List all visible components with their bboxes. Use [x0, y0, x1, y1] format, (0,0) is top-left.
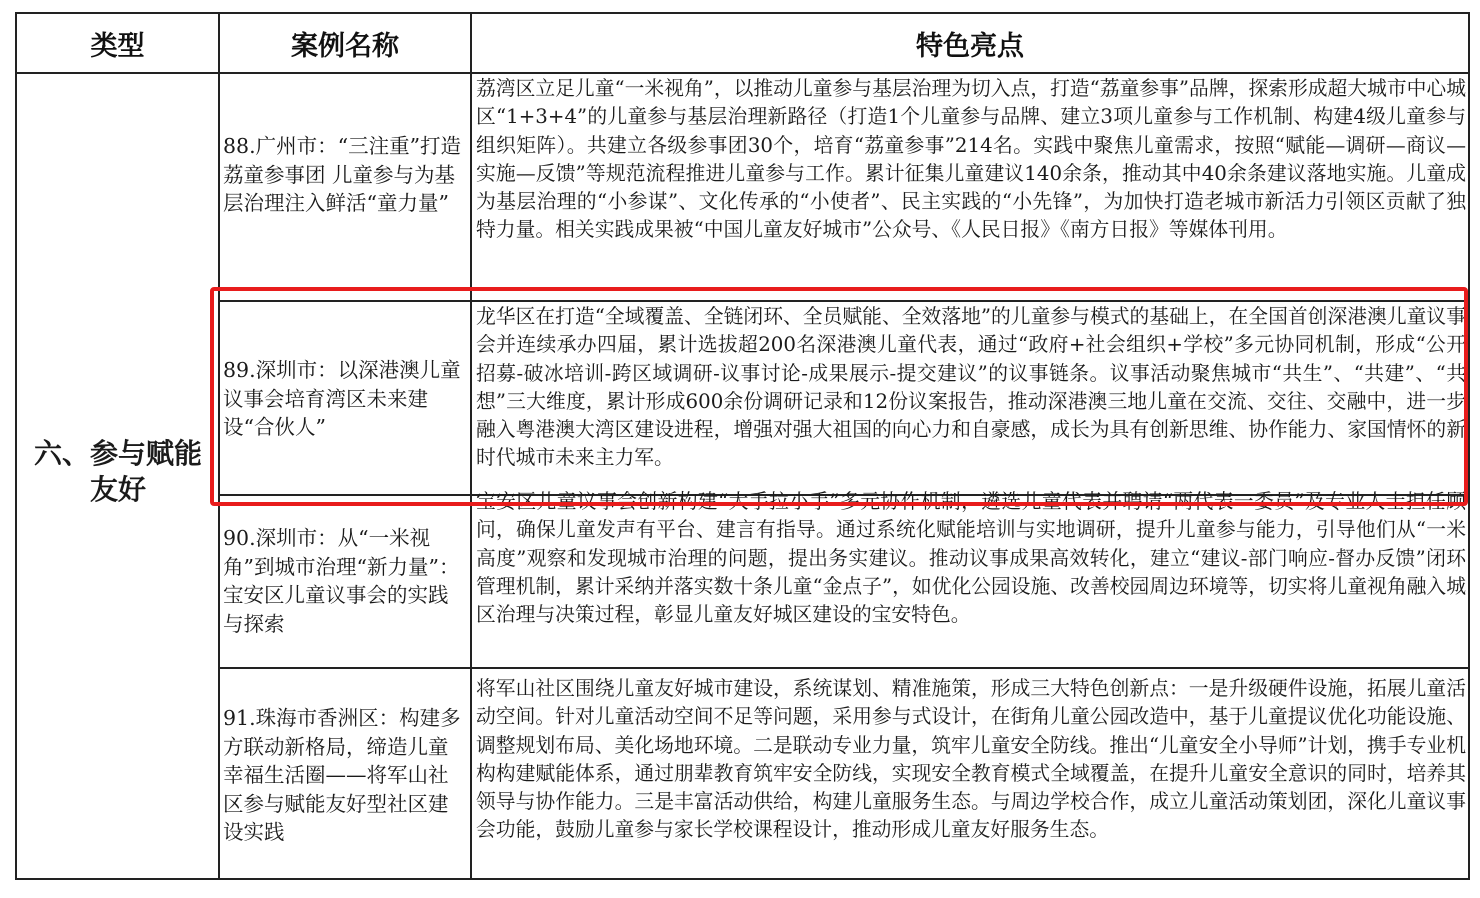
case-description-91: 将军山社区围绕儿童友好城市建设，系统谋划、精准施策，形成三大特色创新点：一是升级硬件设施，拓展儿童活动空间。针对儿童活动空间不足等问题，采用参与式设计，在街角儿童公园改造中，基于儿童提议优化功能设施、调整规划布局、美化场地环境。二是联动专业力量，筑牢儿童安全防线。推出“儿童安全小导师”计划，携手专业机构构建赋能体系，通过朋辈教育筑牢安全防线，实现安全教育模式全域覆盖，在提升儿童安全意识的同时，培养其领导与协作能力。三是丰富活动供给，构建儿童服务生态。与周边学校合作，成立儿童活动策划团，深化儿童议事会功能，鼓励儿童参与家长学校课程设计，推动形成儿童友好服务生态。 [476, 677, 1466, 842]
category-cell [18, 436, 218, 508]
table-header-divider [15, 72, 1470, 74]
case-description-90: 宝安区儿童议事会创新构建“大手拉小手”多元协作机制，遴选儿童代表并聘请“两代表一委员”及专业人士担任顾问，确保儿童发声有平台、建言有指导。通过系统化赋能培训与实地调研，提升儿童参与能力，引导他们从“一米高度”观察和发现城市治理的问题，提出务实建议。推动议事成果高效转化，建立“建议-部门响应-督办反馈”闭环管理机制，累计采纳并落实数十条儿童“金点子”，如优化公园设施、改善校园周边环境等，切实将儿童视角融入城区治理与决策过程，彰显儿童友好城区建设的宝安特色。 [476, 490, 1466, 627]
header-case-name: 案例名称 [291, 30, 399, 62]
table-border-bottom [15, 878, 1470, 880]
case-name-91: 91.珠海市香洲区：构建多方联动新格局，缔造儿童幸福生活圈——将军山社区参与赋能友好型社区建设实践 [223, 706, 461, 844]
case-name-90: 90.深圳市：从“一米视角”到城市治理“新力量”：宝安区儿童议事会的实践与探索 [223, 526, 460, 636]
category-line-1: 六、参与赋能 [33, 437, 202, 470]
case-name-88: 88.广州市：“三注重”打造荔童参事团 儿童参与为基层治理注入鲜活“童力量” [223, 134, 462, 215]
category-line-2: 友好 [89, 473, 146, 506]
table-border-right [1468, 12, 1470, 880]
header-type: 类型 [90, 30, 145, 62]
case-description-88: 荔湾区立足儿童“一米视角”，以推动儿童参与基层治理为切入点，打造“荔童参事”品牌，探索形成超大城市中心城区“1+3+4”的儿童参与基层治理新路径（打造1个儿童参与品牌、建立3项儿童参与工作机制、构建4级儿童参与组织矩阵）。共建立各级参事团30个，培育“荔童参事”214名。实践中聚焦儿童需求，按照“赋能—调研—商议—实施—反馈”等规范流程推进儿童参与工作。累计征集儿童建议140余条，推动其中40余条建议落地实施。儿童成为基层治理的“小参谋”、文化传承的“小使者”、民主实践的“小先锋”，为加快打造老城市新活力引领区贡献了独特力量。相关实践成果被“中国儿童友好城市”公众号、《人民日报》《南方日报》等媒体刊用。 [476, 77, 1466, 242]
case-name-89: 89.深圳市：以深港澳儿童议事会培育湾区未来建设“合伙人” [223, 358, 461, 439]
case-description-89: 龙华区在打造“全域覆盖、全链闭环、全员赋能、全效落地”的儿童参与模式的基础上，在全国首创深港澳儿童议事会并连续承办四届，累计选拔超200名深港澳儿童代表，通过“政府+社会组织+学校”多元协同机制，形成“公开招募-破冰培训-跨区域调研-议事讨论-成果展示-提交建议”的议事链条。议事活动聚焦城市“共生”、“共建”、“共想”三大维度，累计形成600余份调研记录和12份议案报告，推动深港澳三地儿童在交流、交往、交融中，进一步融入粤港澳大湾区建设进程，增强对强大祖国的向心力和自豪感，成长为具有创新思维、协作能力、家国情怀的新时代城市未来主力军。 [476, 305, 1466, 470]
highlight-box [210, 287, 1468, 506]
header-highlights: 特色亮点 [916, 30, 1024, 62]
row-divider-3 [218, 667, 1470, 669]
table-border-left [15, 12, 17, 880]
